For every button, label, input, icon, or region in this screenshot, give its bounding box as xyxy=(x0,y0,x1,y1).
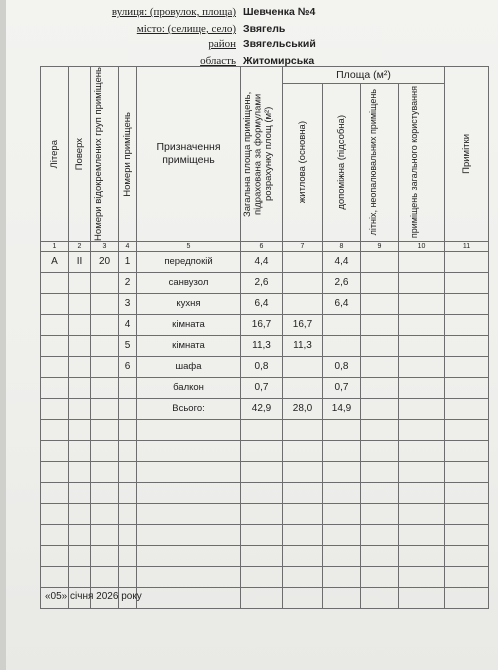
empty-cell xyxy=(399,272,445,293)
cell-aux-area: 2,6 xyxy=(323,272,361,293)
header-room-numbers: Номери приміщень xyxy=(119,67,137,242)
empty-cell xyxy=(41,398,69,419)
cell-room-number: 6 xyxy=(119,356,137,377)
empty-cell xyxy=(119,398,137,419)
empty-cell xyxy=(445,272,489,293)
premises-table xyxy=(40,66,489,609)
empty-cell xyxy=(241,566,283,587)
empty-cell xyxy=(69,461,91,482)
empty-cell xyxy=(137,461,241,482)
empty-cell xyxy=(69,524,91,545)
empty-cell xyxy=(399,356,445,377)
empty-cell xyxy=(361,482,399,503)
table-row xyxy=(41,335,489,356)
cell-purpose: кімната xyxy=(137,314,241,335)
cell-living-area: 16,7 xyxy=(283,314,323,335)
empty-cell xyxy=(445,524,489,545)
empty-cell xyxy=(399,398,445,419)
empty-cell xyxy=(399,335,445,356)
table-row xyxy=(41,482,489,503)
table-row xyxy=(41,293,489,314)
header-area-group: Площа (м²) xyxy=(283,67,445,84)
cell-floor xyxy=(69,314,91,335)
header-notes: Примітки xyxy=(445,67,489,242)
empty-cell xyxy=(361,251,399,272)
cell-floor xyxy=(69,293,91,314)
cell-litera: А xyxy=(41,251,69,272)
empty-cell xyxy=(241,419,283,440)
empty-cell xyxy=(241,440,283,461)
table-body xyxy=(41,251,489,608)
table-row xyxy=(41,314,489,335)
empty-cell xyxy=(445,419,489,440)
empty-cell xyxy=(399,587,445,608)
cell-floor: II xyxy=(69,251,91,272)
cell-group xyxy=(91,272,119,293)
empty-cell xyxy=(137,587,241,608)
empty-cell xyxy=(41,461,69,482)
cell-litera xyxy=(41,293,69,314)
empty-cell xyxy=(323,566,361,587)
empty-cell xyxy=(399,293,445,314)
cell-total-area: 0,8 xyxy=(241,356,283,377)
empty-cell xyxy=(137,419,241,440)
empty-cell xyxy=(445,566,489,587)
empty-cell xyxy=(323,503,361,524)
cell-group xyxy=(91,356,119,377)
header-total-area: Загальна площа приміщень, підрахована за формулами розрахунку площ (м²) xyxy=(241,67,283,242)
table-row xyxy=(41,440,489,461)
empty-cell xyxy=(69,419,91,440)
empty-cell xyxy=(69,482,91,503)
empty-cell xyxy=(69,545,91,566)
address-district xyxy=(0,38,498,52)
empty-cell xyxy=(323,482,361,503)
cell-total-area: 2,6 xyxy=(241,272,283,293)
empty-cell xyxy=(399,377,445,398)
empty-cell xyxy=(137,566,241,587)
header-auxiliary: допоміжна (підсобна) xyxy=(323,83,361,241)
column-number: 10 xyxy=(399,241,445,251)
empty-cell xyxy=(69,503,91,524)
cell-total-area: 4,4 xyxy=(241,251,283,272)
empty-cell xyxy=(445,251,489,272)
cell-floor xyxy=(69,377,91,398)
column-number: 1 xyxy=(41,241,69,251)
empty-cell xyxy=(69,566,91,587)
empty-cell xyxy=(283,482,323,503)
empty-cell xyxy=(283,440,323,461)
empty-cell xyxy=(91,482,119,503)
empty-cell xyxy=(445,335,489,356)
cell-room-number: 2 xyxy=(119,272,137,293)
empty-cell xyxy=(119,545,137,566)
cell-purpose: санвузол xyxy=(137,272,241,293)
cell-floor xyxy=(69,272,91,293)
header-common: приміщень загального користування xyxy=(399,83,445,241)
empty-cell xyxy=(119,503,137,524)
table-row xyxy=(41,503,489,524)
empty-cell xyxy=(91,440,119,461)
empty-cell xyxy=(41,482,69,503)
empty-cell xyxy=(283,503,323,524)
address-city xyxy=(0,23,498,37)
empty-cell xyxy=(91,419,119,440)
empty-cell xyxy=(361,272,399,293)
header-summer: літніх, неопалювальних приміщень xyxy=(361,83,399,241)
empty-cell xyxy=(361,356,399,377)
cell-aux-area xyxy=(323,314,361,335)
empty-cell xyxy=(361,587,399,608)
empty-cell xyxy=(323,524,361,545)
cell-living-area xyxy=(283,356,323,377)
header-purpose: Призначення приміщень xyxy=(137,67,241,242)
column-number: 8 xyxy=(323,241,361,251)
empty-cell xyxy=(445,398,489,419)
region-label: область xyxy=(200,55,236,67)
cell-living-area xyxy=(283,272,323,293)
empty-cell xyxy=(323,545,361,566)
empty-cell xyxy=(445,356,489,377)
cell-total-area: 11,3 xyxy=(241,335,283,356)
empty-cell xyxy=(283,545,323,566)
empty-cell xyxy=(361,503,399,524)
cell-aux-area: 0,7 xyxy=(323,377,361,398)
cell-litera xyxy=(41,314,69,335)
cell-purpose: шафа xyxy=(137,356,241,377)
table-row xyxy=(41,461,489,482)
totals-aux-area: 14,9 xyxy=(323,398,361,419)
empty-cell xyxy=(91,461,119,482)
empty-cell xyxy=(361,419,399,440)
empty-cell xyxy=(283,461,323,482)
header-group-numbers: Номери відокремлених груп приміщень xyxy=(91,67,119,242)
empty-cell xyxy=(399,566,445,587)
table-row xyxy=(41,524,489,545)
table-row xyxy=(41,419,489,440)
street-value: Шевченка №4 xyxy=(243,6,316,18)
table-row xyxy=(41,566,489,587)
empty-cell xyxy=(283,566,323,587)
empty-cell xyxy=(445,377,489,398)
empty-cell xyxy=(399,440,445,461)
cell-total-area: 16,7 xyxy=(241,314,283,335)
totals-row xyxy=(41,398,489,419)
cell-group xyxy=(91,377,119,398)
cell-room-number xyxy=(119,377,137,398)
cell-floor xyxy=(69,335,91,356)
empty-cell xyxy=(399,503,445,524)
empty-cell xyxy=(445,587,489,608)
cell-litera xyxy=(41,377,69,398)
empty-cell xyxy=(241,545,283,566)
empty-cell xyxy=(399,461,445,482)
empty-cell xyxy=(445,314,489,335)
table-row xyxy=(41,251,489,272)
column-number: 9 xyxy=(361,241,399,251)
empty-cell xyxy=(445,440,489,461)
cell-litera xyxy=(41,335,69,356)
empty-cell xyxy=(137,440,241,461)
region-value: Житомирська xyxy=(243,55,315,67)
empty-cell xyxy=(119,461,137,482)
city-value: Звягель xyxy=(243,23,286,35)
cell-litera xyxy=(41,356,69,377)
empty-cell xyxy=(361,566,399,587)
empty-cell xyxy=(137,545,241,566)
empty-cell xyxy=(241,503,283,524)
empty-cell xyxy=(399,482,445,503)
empty-cell xyxy=(137,503,241,524)
column-number: 3 xyxy=(91,241,119,251)
empty-cell xyxy=(119,566,137,587)
city-label: місто: (селище, село) xyxy=(136,23,236,35)
empty-cell xyxy=(241,482,283,503)
empty-cell xyxy=(445,545,489,566)
empty-cell xyxy=(137,482,241,503)
empty-cell xyxy=(445,482,489,503)
empty-cell xyxy=(41,419,69,440)
cell-living-area xyxy=(283,377,323,398)
empty-cell xyxy=(361,545,399,566)
table-row xyxy=(41,356,489,377)
district-label: район xyxy=(208,38,236,50)
totals-living-area: 28,0 xyxy=(283,398,323,419)
empty-cell xyxy=(283,524,323,545)
empty-cell xyxy=(41,545,69,566)
empty-cell xyxy=(41,524,69,545)
empty-cell xyxy=(91,398,119,419)
cell-room-number: 4 xyxy=(119,314,137,335)
cell-aux-area: 4,4 xyxy=(323,251,361,272)
cell-purpose: кухня xyxy=(137,293,241,314)
cell-total-area: 6,4 xyxy=(241,293,283,314)
empty-cell xyxy=(361,524,399,545)
cell-purpose: балкон xyxy=(137,377,241,398)
empty-cell xyxy=(399,251,445,272)
cell-room-number: 1 xyxy=(119,251,137,272)
empty-cell xyxy=(91,566,119,587)
empty-cell xyxy=(41,503,69,524)
empty-cell xyxy=(361,440,399,461)
empty-cell xyxy=(323,440,361,461)
column-number: 11 xyxy=(445,241,489,251)
cell-group xyxy=(91,314,119,335)
empty-cell xyxy=(119,440,137,461)
totals-label: Всього: xyxy=(137,398,241,419)
column-number: 6 xyxy=(241,241,283,251)
empty-cell xyxy=(241,587,283,608)
cell-purpose: передпокій xyxy=(137,251,241,272)
cell-aux-area: 6,4 xyxy=(323,293,361,314)
table-row xyxy=(41,272,489,293)
document-date: «05» січня 2026 року xyxy=(45,591,142,602)
empty-cell xyxy=(41,440,69,461)
empty-cell xyxy=(41,566,69,587)
column-number-row xyxy=(41,241,489,251)
empty-cell xyxy=(445,293,489,314)
address-street xyxy=(0,6,498,20)
empty-cell xyxy=(91,545,119,566)
header-litera: Літера xyxy=(41,67,69,242)
cell-living-area xyxy=(283,251,323,272)
empty-cell xyxy=(445,503,489,524)
empty-cell xyxy=(361,335,399,356)
cell-room-number: 3 xyxy=(119,293,137,314)
empty-cell xyxy=(361,314,399,335)
empty-cell xyxy=(323,587,361,608)
column-number: 2 xyxy=(69,241,91,251)
street-label: вулиця: (провулок, площа) xyxy=(111,6,236,18)
empty-cell xyxy=(361,461,399,482)
header-floor: Поверх xyxy=(69,67,91,242)
cell-living-area: 11,3 xyxy=(283,335,323,356)
district-value: Звягельський xyxy=(243,38,316,50)
cell-floor xyxy=(69,356,91,377)
cell-group xyxy=(91,293,119,314)
empty-cell xyxy=(361,293,399,314)
empty-cell xyxy=(399,545,445,566)
header-living: житлова (основна) xyxy=(283,83,323,241)
empty-cell xyxy=(241,461,283,482)
cell-litera xyxy=(41,272,69,293)
empty-cell xyxy=(399,419,445,440)
column-number: 7 xyxy=(283,241,323,251)
column-number: 4 xyxy=(119,241,137,251)
cell-total-area: 0,7 xyxy=(241,377,283,398)
cell-purpose: кімната xyxy=(137,335,241,356)
empty-cell xyxy=(119,419,137,440)
cell-aux-area xyxy=(323,335,361,356)
empty-cell xyxy=(119,482,137,503)
cell-aux-area: 0,8 xyxy=(323,356,361,377)
empty-cell xyxy=(283,587,323,608)
table-row xyxy=(41,545,489,566)
empty-cell xyxy=(361,398,399,419)
empty-cell xyxy=(399,524,445,545)
empty-cell xyxy=(91,524,119,545)
empty-cell xyxy=(69,440,91,461)
empty-cell xyxy=(323,419,361,440)
empty-cell xyxy=(399,314,445,335)
empty-cell xyxy=(361,377,399,398)
empty-cell xyxy=(137,524,241,545)
cell-group: 20 xyxy=(91,251,119,272)
empty-cell xyxy=(91,503,119,524)
empty-cell xyxy=(241,524,283,545)
empty-cell xyxy=(119,524,137,545)
empty-cell xyxy=(445,461,489,482)
cell-group xyxy=(91,335,119,356)
empty-cell xyxy=(323,461,361,482)
column-number: 5 xyxy=(137,241,241,251)
cell-living-area xyxy=(283,293,323,314)
totals-total-area: 42,9 xyxy=(241,398,283,419)
empty-cell xyxy=(283,419,323,440)
table-row xyxy=(41,377,489,398)
cell-room-number: 5 xyxy=(119,335,137,356)
empty-cell xyxy=(69,398,91,419)
